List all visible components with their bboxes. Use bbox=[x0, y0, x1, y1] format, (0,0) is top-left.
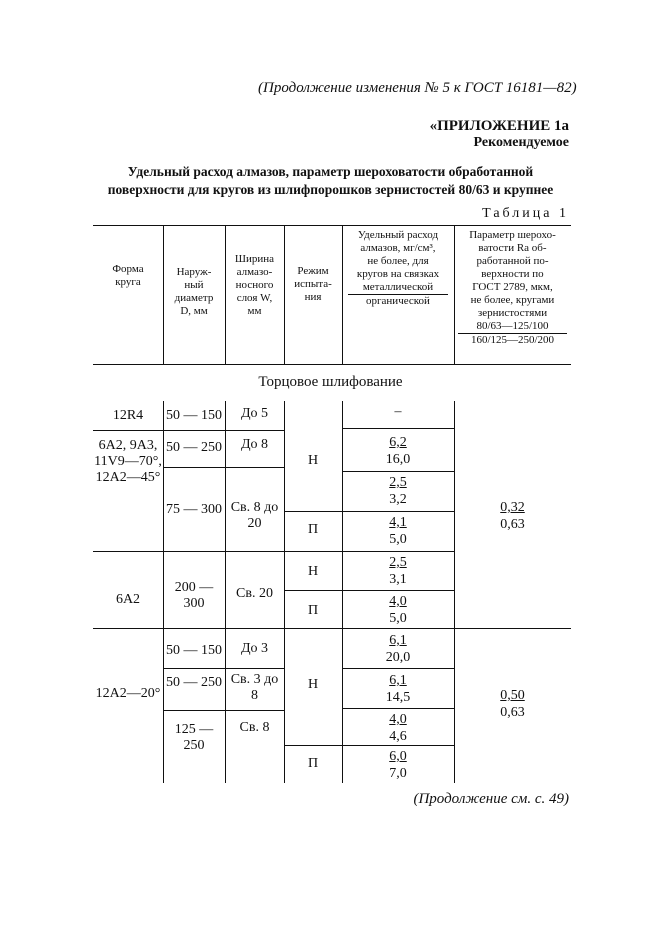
col-header-form: Форма круга bbox=[112, 263, 144, 288]
cell-width-6: Св. 3 до 8 bbox=[230, 672, 279, 703]
cell-mode-h-1: Н bbox=[307, 453, 319, 468]
row-rule-4 bbox=[284, 590, 455, 591]
document-title-line1: Удельный расход алмазов, параметр шероховатости обработанной bbox=[127, 164, 534, 179]
cell-form-12a2-20: 12А2—20° bbox=[95, 686, 161, 701]
row-rule-1 bbox=[93, 430, 285, 431]
cell-form-6a2-group: 6А2, 9А3, 11V9—70°, 12А2—45° bbox=[94, 438, 162, 485]
cell-mode-p-3: П bbox=[307, 756, 319, 771]
cell-consumption-7: $\frac{6,1}{14,5}$ bbox=[385, 673, 411, 705]
cell-consumption-9: $\frac{6,0}{7,0}$ bbox=[389, 749, 407, 781]
cell-mode-h-2: Н bbox=[307, 564, 319, 579]
cell-consumption-4: $\frac{2,5}{3,1}$ bbox=[389, 555, 407, 587]
cell-mode-h-3: Н bbox=[307, 677, 319, 692]
row-rule-1b bbox=[342, 428, 455, 429]
row-rule-5b bbox=[342, 668, 455, 669]
cell-consumption-3: $\frac{4,1}{5,0}$ bbox=[389, 515, 407, 547]
cell-width-3: Св. 8 до 20 bbox=[230, 500, 279, 531]
cell-consumption-2: $\frac{2,5}{3,2}$ bbox=[389, 475, 407, 507]
group-rule-2 bbox=[93, 628, 571, 629]
row-rule-3 bbox=[284, 511, 455, 512]
group-rule-1 bbox=[93, 551, 455, 552]
consumption-organic-binder: органической bbox=[366, 295, 430, 307]
cell-mode-p-2: П bbox=[307, 603, 319, 618]
cell-form-6a2: 6А2 bbox=[115, 592, 141, 607]
row-rule-2 bbox=[163, 467, 285, 468]
col-header-diameter: Наруж- ный диаметр D, мм bbox=[174, 266, 214, 317]
col-header-width: Ширина алмазо- носного слоя W, мм bbox=[234, 253, 275, 317]
cell-consumption-6: $\frac{6,1}{20,0}$ bbox=[385, 633, 411, 665]
row-rule-6b bbox=[342, 708, 455, 709]
roughness-grit-small: 80/63—125/100 bbox=[458, 320, 567, 334]
roughness-grit-large: 160/125—250/200 bbox=[470, 334, 555, 346]
cell-diameter-1: 50 — 150 bbox=[166, 408, 222, 423]
cell-width-5: До 3 bbox=[240, 641, 269, 656]
document-title-line2: поверхности для кругов из шлифпорошков зернистостей 80/63 и крупнее bbox=[107, 182, 554, 197]
cell-form-12r4: 12R4 bbox=[112, 408, 144, 423]
cell-consumption-1: $\frac{6,2}{16,0}$ bbox=[385, 435, 411, 467]
cell-roughness-1: $\frac{0,32}{0,63}$ bbox=[500, 500, 525, 532]
consumption-metal-binder: металлической bbox=[348, 281, 448, 295]
appendix-status: Рекомендуемое bbox=[473, 135, 569, 150]
cell-diameter-2: 50 — 250 bbox=[166, 440, 222, 455]
section-title: Торцовое шлифование bbox=[258, 374, 403, 390]
table-label: Таблица 1 bbox=[482, 206, 569, 221]
appendix-title: «ПРИЛОЖЕНИЕ 1а bbox=[429, 118, 569, 134]
cell-consumption-8: $\frac{4,0}{4,6}$ bbox=[389, 712, 407, 744]
cell-consumption-dash: – bbox=[394, 404, 402, 419]
cell-diameter-4: 200 — 300 bbox=[174, 580, 214, 611]
cell-width-4: Св. 20 bbox=[236, 586, 273, 601]
cell-diameter-5: 50 — 150 bbox=[166, 643, 222, 658]
cell-diameter-7: 125 — 250 bbox=[174, 722, 214, 753]
col-header-consumption: Удельный расход алмазов, мг/см³, не более, для кругов на связках металлической органической bbox=[342, 229, 454, 308]
table-header-bottom-rule bbox=[93, 364, 571, 365]
cell-diameter-3: 75 — 300 bbox=[166, 502, 222, 517]
page-header: (Продолжение изменения № 5 к ГОСТ 16181—82) bbox=[258, 80, 577, 96]
cell-width-2: До 8 bbox=[240, 437, 269, 452]
cell-width-7: Св. 8 bbox=[239, 720, 270, 735]
col-header-roughness: Параметр шерохо- ватости Ra об- работанной по- верхности по ГОСТ 2789, мкм, не более, кругами зернистостями 80/63—125/100 160/125—250/200 bbox=[454, 229, 571, 347]
table-top-rule bbox=[93, 225, 571, 226]
page-footer: (Продолжение см. с. 49) bbox=[413, 791, 569, 807]
cell-roughness-2: $\frac{0,50}{0,63}$ bbox=[500, 688, 525, 720]
row-rule-5 bbox=[163, 668, 285, 669]
col-header-mode: Режим испыта- ния bbox=[294, 265, 332, 303]
cell-consumption-5: $\frac{4,0}{5,0}$ bbox=[389, 594, 407, 626]
cell-mode-p-1: П bbox=[307, 522, 319, 537]
row-rule-7 bbox=[284, 745, 455, 746]
cell-width-1: До 5 bbox=[240, 406, 269, 421]
row-rule-6 bbox=[163, 710, 285, 711]
row-rule-2b bbox=[342, 471, 455, 472]
body-divider-5 bbox=[454, 401, 455, 783]
cell-diameter-6: 50 — 250 bbox=[166, 675, 222, 690]
